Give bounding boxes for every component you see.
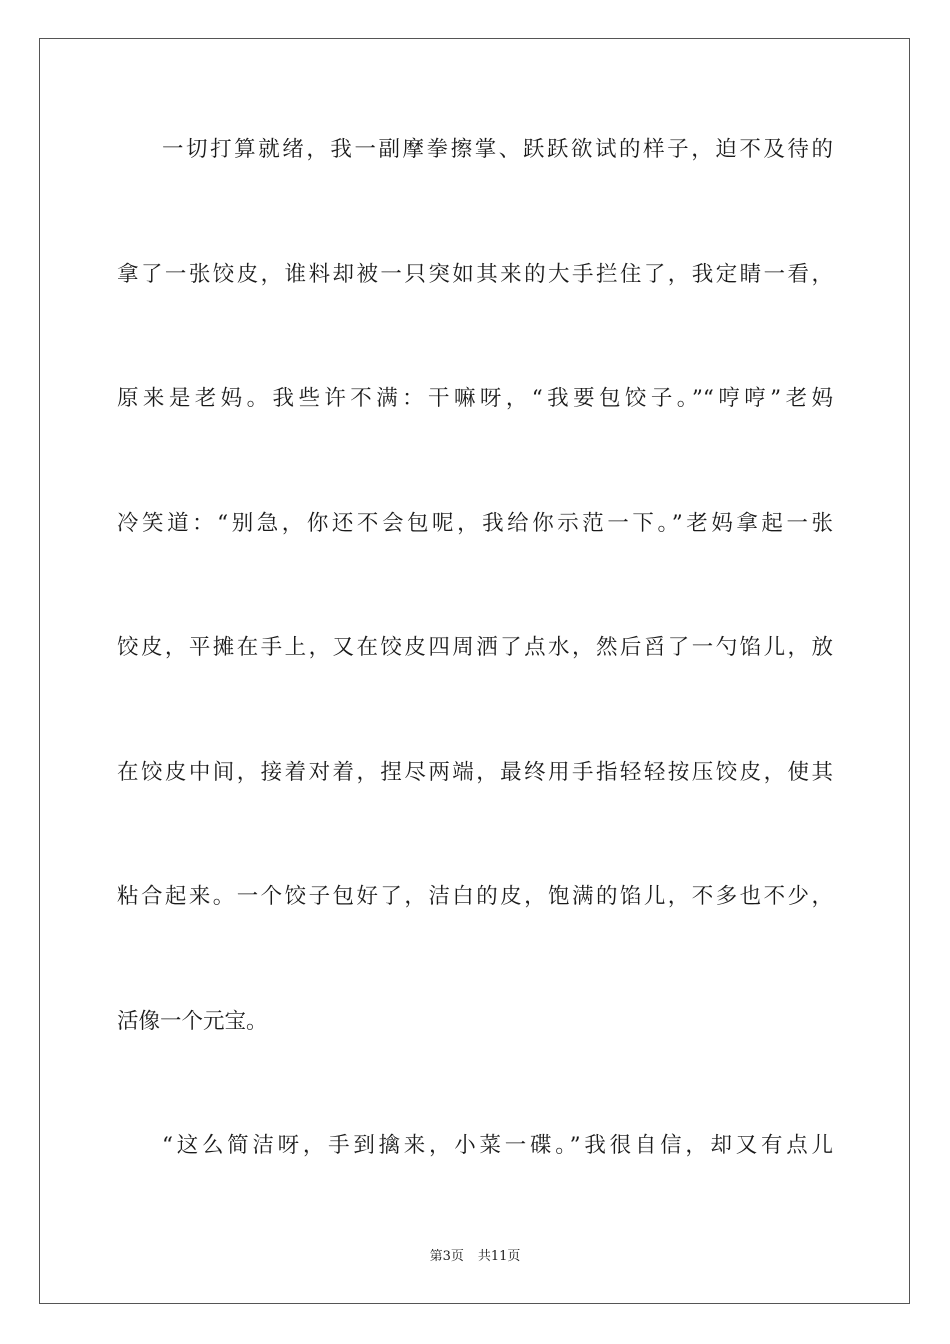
- text-line: 一切打算就绪，我一副摩拳擦掌、跃跃欲试的样子，迫不及待的: [162, 137, 833, 162]
- text-line: 冷笑道：“别急，你还不会包呢，我给你示范一下。”老妈拿起一张: [117, 510, 833, 536]
- text-line: 活像一个元宝。: [117, 1008, 268, 1034]
- text-line: 饺皮，平摊在手上，又在饺皮四周洒了点水，然后舀了一勺馅儿，放: [117, 635, 833, 660]
- page-total: 共11页: [477, 1249, 521, 1264]
- text-line: 拿了一张饺皮，谁料却被一只突如其来的大手拦住了，我定睛一看，: [117, 261, 833, 287]
- page-footer: [0, 1248, 950, 1266]
- document-body: [117, 118, 833, 1239]
- text-line: “这么简洁呀，手到擒来，小菜一碟。”我很自信，却又有点儿: [162, 1133, 833, 1158]
- text-line: 粘合起来。一个饺子包好了，洁白的皮，饱满的馅儿，不多也不少，: [117, 884, 833, 909]
- text-line: 在饺皮中间，接着对着，捏尽两端，最终用手指轻轻按压饺皮，使其: [117, 759, 833, 785]
- page-number: 第3页: [429, 1249, 464, 1264]
- text-line: 原来是老妈。我些许不满：干嘛呀，“我要包饺子。”“哼哼”老妈: [117, 386, 833, 411]
